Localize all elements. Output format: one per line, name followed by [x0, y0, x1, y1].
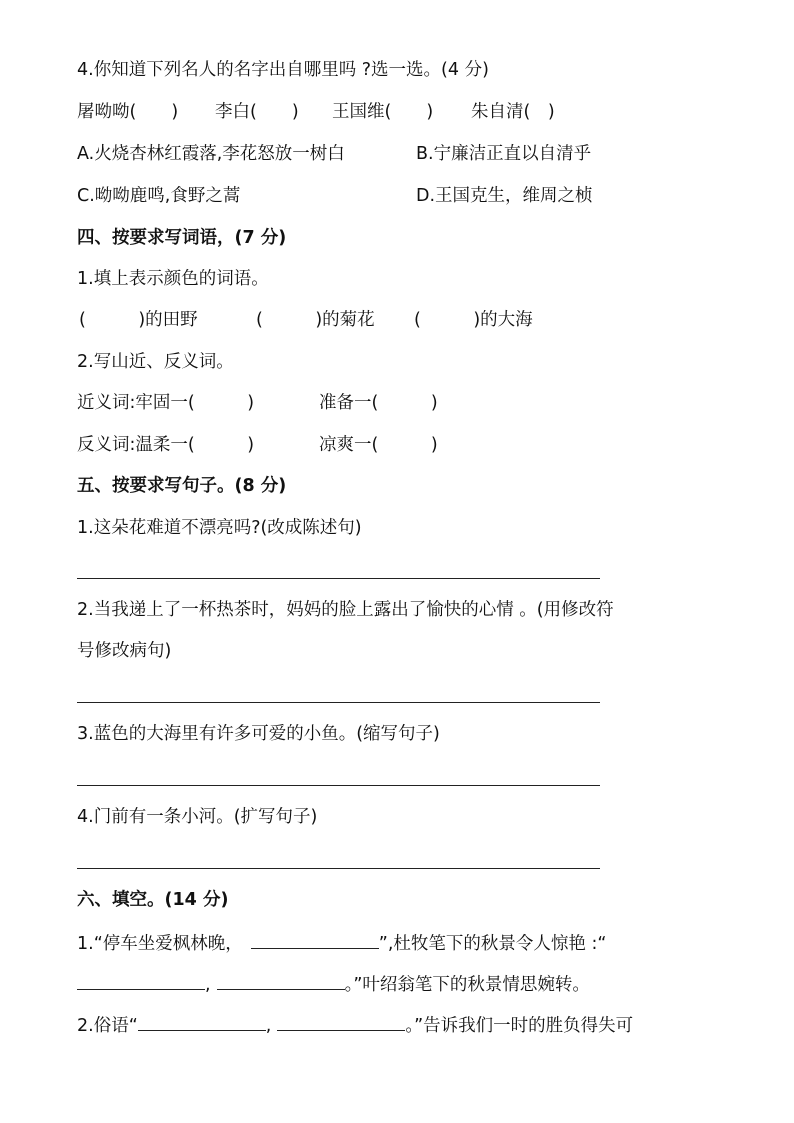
section-6-heading: 六、填空。(14 分) — [77, 890, 229, 910]
q4-title: 4.你知道下列名人的名字出自哪里吗 ?选一选。(4 分) — [77, 60, 489, 80]
color-blank-sea: ( )的大海 — [414, 310, 533, 330]
sec5-q1: 1.这朵花难道不漂亮吗?(改成陈述句) — [77, 518, 362, 538]
sec4-item2: 2.写山近、反义词。 — [77, 352, 234, 372]
synonym-2: 准备一( ) — [319, 393, 438, 413]
synonym-1: 近义词:牢固一( ) — [77, 393, 255, 413]
sec6-q1-prompt: 1.“停车坐爱枫林晚， — [77, 934, 243, 954]
sec5-q2-line1: 2.当我递上了一杯热茶时，妈妈的脸上露出了愉快的心情 。(用修改符 — [77, 600, 614, 620]
answer-line — [77, 702, 600, 703]
name-tu-youyou: 屠呦呦( ) — [77, 102, 179, 122]
option-b: B.宁廉洁正直以自清乎 — [416, 144, 592, 164]
sec6-q1-line1 — [77, 930, 734, 956]
fill-blank — [138, 1012, 266, 1031]
sec6-q1-comma: , — [205, 975, 211, 995]
sec6-q1-end: 。”叶绍翁笔下的秋景情思婉转。 — [344, 975, 590, 995]
fill-blank — [277, 1012, 405, 1031]
name-zhu-ziqing: 朱自清( ) — [471, 102, 555, 122]
sec5-q4: 4.门前有一条小河。(扩写句子) — [77, 807, 318, 827]
fill-blank — [77, 971, 205, 990]
sec5-q3: 3.蓝色的大海里有许多可爱的小鱼。(缩写句子) — [77, 724, 440, 744]
answer-line — [77, 785, 600, 786]
option-c: C.呦呦鹿鸣,食野之蒿 — [77, 186, 241, 206]
sec6-q2-end: 。”告诉我们一时的胜负得失可 — [405, 1016, 634, 1036]
fill-blank — [251, 930, 379, 949]
color-blank-field: ( )的田野 — [79, 310, 198, 330]
sec6-q2-comma: , — [265, 1016, 272, 1036]
section-4-heading: 四、按要求写词语，(7 分) — [77, 228, 287, 248]
name-wang-guowei: 王国维( ) — [332, 102, 434, 122]
color-blank-chrysanthemum: ( )的菊花 — [256, 310, 375, 330]
option-d: D.王国克生，维周之桢 — [416, 186, 593, 206]
section-5-heading: 五、按要求写句子。(8 分) — [77, 476, 287, 496]
sec6-q1-line2 — [77, 971, 734, 997]
sec6-q2-prompt: 2.俗语“ — [77, 1016, 138, 1036]
antonym-1: 反义词:温柔一( ) — [77, 435, 255, 455]
sec6-q1-middle: ”,杜牧笔下的秋景令人惊艳 :“ — [378, 934, 607, 954]
antonym-2: 凉爽一( ) — [319, 435, 438, 455]
answer-line — [77, 868, 600, 869]
option-a: A.火烧杏林红霞落,李花怒放一树白 — [77, 144, 345, 164]
sec6-q2-line1 — [77, 1012, 734, 1038]
fill-blank — [217, 971, 345, 990]
answer-line — [77, 578, 600, 579]
name-li-bai: 李白( ) — [215, 102, 299, 122]
sec4-item1: 1.填上表示颜色的词语。 — [77, 269, 269, 289]
sec5-q2-line2: 号修改病句) — [77, 641, 172, 661]
